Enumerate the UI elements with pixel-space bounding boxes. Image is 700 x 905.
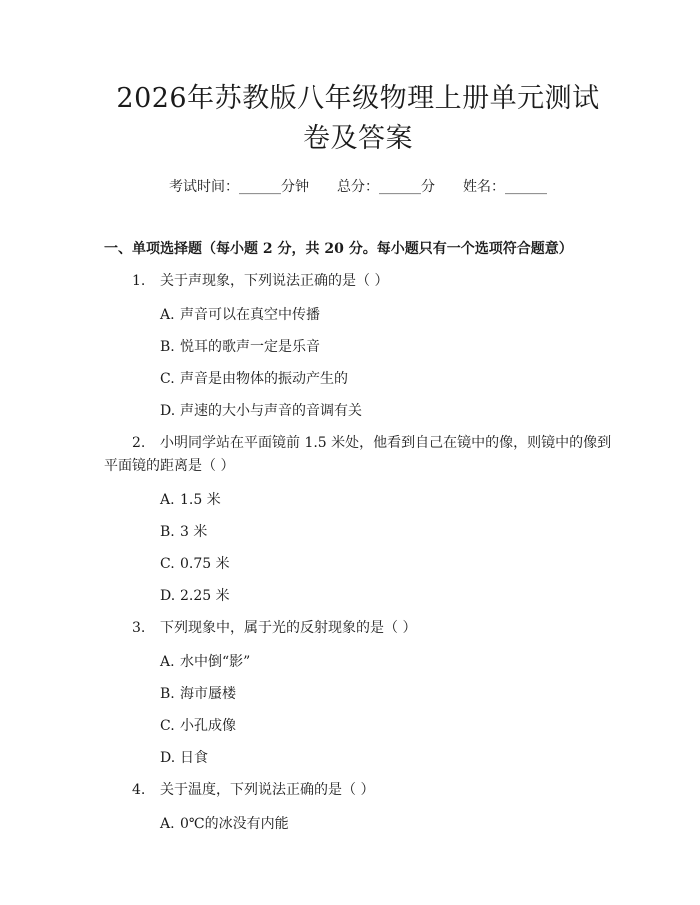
option-text: 2.25 米 — [180, 588, 230, 604]
option-4a — [104, 814, 612, 834]
option-3c — [104, 716, 612, 736]
exam-time: 考试时间：______分钟 — [169, 179, 309, 195]
option-key: D. — [160, 588, 176, 604]
option-text: 声音可以在真空中传播 — [180, 307, 320, 323]
option-text: 悦耳的歌声一定是乐音 — [180, 339, 320, 355]
option-key: A. — [160, 307, 175, 323]
exam-name-field: 姓名：______ — [463, 179, 547, 195]
question-text: 关于温度，下列说法正确的是（ ） — [160, 782, 375, 798]
option-2b — [104, 522, 612, 542]
option-text: 水中倒“影” — [180, 654, 251, 670]
option-key: B. — [160, 686, 175, 702]
option-key: C. — [160, 371, 175, 387]
option-key: A. — [160, 492, 175, 508]
option-key: D. — [160, 750, 176, 766]
option-2d — [104, 586, 612, 606]
option-1a — [104, 305, 612, 325]
option-3b — [104, 684, 612, 704]
option-key: C. — [160, 556, 175, 572]
option-key: C. — [160, 718, 175, 734]
option-1d — [104, 401, 612, 421]
option-1b — [104, 337, 612, 357]
option-text: 0℃的冰没有内能 — [180, 816, 289, 832]
document-title: 2026年苏教版八年级物理上册单元测试卷及答案 — [116, 83, 600, 154]
question-2 — [104, 432, 612, 478]
option-2c — [104, 554, 612, 574]
option-text: 日食 — [180, 750, 208, 766]
option-text: 声音是由物体的振动产生的 — [180, 371, 348, 387]
option-text: 1.5 米 — [180, 492, 221, 508]
option-3a — [104, 652, 612, 672]
option-text: 海市蜃楼 — [180, 686, 236, 702]
option-3d — [104, 748, 612, 768]
section-title: 一、单项选择题（每小题 2 分，共 20 分。每小题只有一个选项符合题意） — [104, 241, 573, 257]
question-1 — [104, 270, 612, 293]
exam-meta — [104, 177, 612, 197]
question-number: 3. — [132, 620, 146, 636]
option-text: 3 米 — [180, 524, 208, 540]
question-number: 2. — [132, 435, 146, 451]
option-text: 小孔成像 — [180, 718, 236, 734]
question-text: 小明同学站在平面镜前 1.5 米处，他看到自己在镜中的像，则镜中的像到平面镜的距离是（ ） — [104, 435, 612, 474]
question-number: 4. — [132, 782, 146, 798]
option-key: B. — [160, 339, 175, 355]
option-2a — [104, 490, 612, 510]
option-text: 0.75 米 — [180, 556, 230, 572]
option-key: D. — [160, 403, 176, 419]
exam-total-score: 总分：______分 — [337, 179, 435, 195]
option-key: A. — [160, 816, 175, 832]
question-4 — [104, 779, 612, 802]
option-text: 声速的大小与声音的音调有关 — [180, 403, 362, 419]
question-3 — [104, 617, 612, 640]
option-1c — [104, 369, 612, 389]
question-text: 下列现象中，属于光的反射现象的是（ ） — [160, 620, 417, 636]
question-number: 1. — [132, 273, 146, 289]
option-key: B. — [160, 524, 175, 540]
question-text: 关于声现象，下列说法正确的是（ ） — [160, 273, 389, 289]
option-key: A. — [160, 654, 175, 670]
